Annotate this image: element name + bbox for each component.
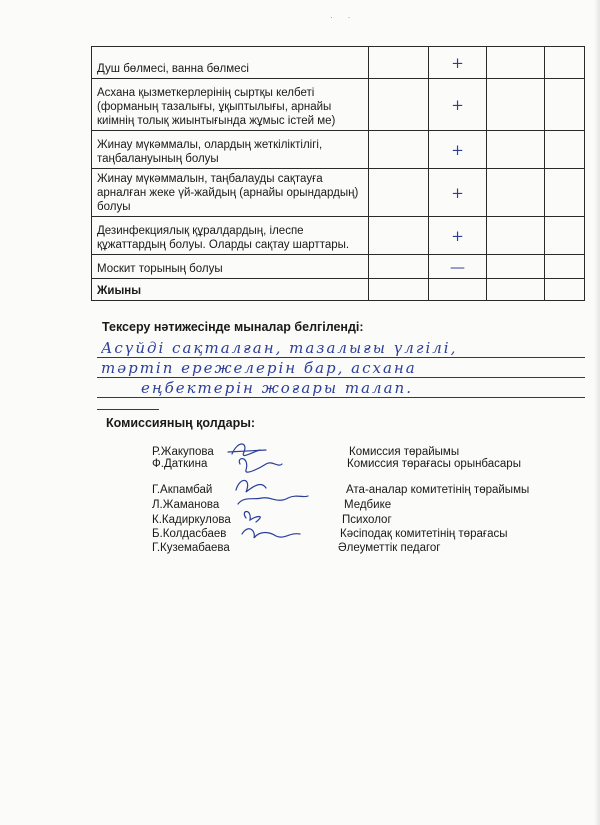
dash-mark: — bbox=[429, 255, 487, 279]
empty-cell bbox=[545, 169, 585, 217]
signature-stroke bbox=[238, 496, 308, 504]
empty-cell bbox=[487, 255, 545, 279]
row-label: Дезинфекциялық құралдардың, ілеспе құжаттардың болуы. Оларды сақтау шарттары. bbox=[92, 217, 369, 255]
handwritten-line: еңбектерін жоғары талап. bbox=[141, 379, 413, 397]
empty-cell bbox=[369, 217, 429, 255]
check-mark: + bbox=[429, 47, 487, 79]
handwritten-signatures bbox=[226, 438, 316, 550]
empty-cell bbox=[487, 47, 545, 79]
findings-heading: Тексеру нәтижесінде мыналар белгіленді: bbox=[102, 320, 364, 334]
signature-stroke bbox=[244, 512, 260, 523]
member-name: Г.Куземабаева bbox=[152, 542, 230, 554]
empty-cell bbox=[369, 79, 429, 131]
scan-marks: · · bbox=[330, 12, 357, 22]
check-mark: + bbox=[429, 217, 487, 255]
table-row bbox=[92, 169, 585, 217]
member-role: Комиссия төрайымы bbox=[349, 446, 460, 458]
table-row bbox=[92, 217, 585, 255]
row-label: Жинау мүкәммалын, таңбалауды сақтауға арналған жеке үй-жайдың (арнайы орындардың) болуы bbox=[92, 169, 369, 217]
empty-cell bbox=[369, 169, 429, 217]
handwritten-line: Асүйді сақталған, тазалығы үлгілі, bbox=[101, 339, 458, 357]
empty-cell bbox=[429, 279, 487, 301]
page-edge bbox=[594, 0, 600, 825]
empty-cell bbox=[369, 47, 429, 79]
table-row bbox=[92, 255, 585, 279]
empty-cell bbox=[545, 79, 585, 131]
member-role: Комиссия төрағасы орынбасары bbox=[347, 458, 521, 470]
member-name: Л.Жаманова bbox=[152, 499, 220, 511]
member-name: Г.Акпамбай bbox=[152, 484, 213, 496]
table-row bbox=[92, 131, 585, 169]
member-name: Р.Жакупова bbox=[152, 446, 214, 458]
empty-cell bbox=[487, 169, 545, 217]
empty-cell bbox=[545, 131, 585, 169]
divider bbox=[97, 409, 159, 410]
member-name: К.Кадиркулова bbox=[152, 514, 231, 526]
table-row bbox=[92, 79, 585, 131]
signature-stroke bbox=[236, 480, 266, 492]
table-row-total bbox=[92, 279, 585, 301]
member-name: Б.Колдасбаев bbox=[152, 528, 227, 540]
signature-stroke bbox=[232, 444, 260, 455]
empty-cell bbox=[545, 279, 585, 301]
row-label: Душ бөлмесі, ванна бөлмесі bbox=[92, 47, 369, 79]
row-label: Москит торының болуы bbox=[92, 255, 369, 279]
empty-cell bbox=[487, 79, 545, 131]
member-role: Медбике bbox=[344, 499, 392, 511]
empty-cell bbox=[545, 255, 585, 279]
empty-cell bbox=[369, 255, 429, 279]
empty-cell bbox=[545, 47, 585, 79]
empty-cell bbox=[369, 131, 429, 169]
empty-cell bbox=[487, 131, 545, 169]
empty-cell bbox=[369, 279, 429, 301]
check-mark: + bbox=[429, 79, 487, 131]
row-label: Жинау мүкәммалы, олардың жеткіліктілігі, таңбалануының болуы bbox=[92, 131, 369, 169]
member-role: Кәсіподақ комитетінің төрағасы bbox=[340, 528, 508, 540]
member-role: Психолог bbox=[342, 514, 392, 526]
signature-stroke bbox=[239, 459, 282, 473]
table-row bbox=[92, 47, 585, 79]
checklist-table bbox=[91, 46, 585, 301]
signature-stroke bbox=[242, 529, 300, 538]
empty-cell bbox=[487, 279, 545, 301]
handwritten-line: тәртіп ережелерін бар, асхана bbox=[101, 359, 417, 377]
row-label: Асхана қызметкерлерінің сыртқы келбеті (форманың тазалығы, ұқыптылығы, арнайы киімнің толық жиынтығында жұмыс істей ме) bbox=[92, 79, 369, 131]
empty-cell bbox=[545, 217, 585, 255]
empty-cell bbox=[487, 217, 545, 255]
member-role: Әлеуметтік педагог bbox=[338, 542, 441, 554]
check-mark: + bbox=[429, 169, 487, 217]
member-name: Ф.Даткина bbox=[152, 458, 208, 470]
total-label: Жиыны bbox=[92, 279, 369, 301]
member-role: Ата-аналар комитетінің төрайымы bbox=[346, 484, 530, 496]
signatures-heading: Комиссияның қолдары: bbox=[106, 416, 256, 430]
check-mark: + bbox=[429, 131, 487, 169]
